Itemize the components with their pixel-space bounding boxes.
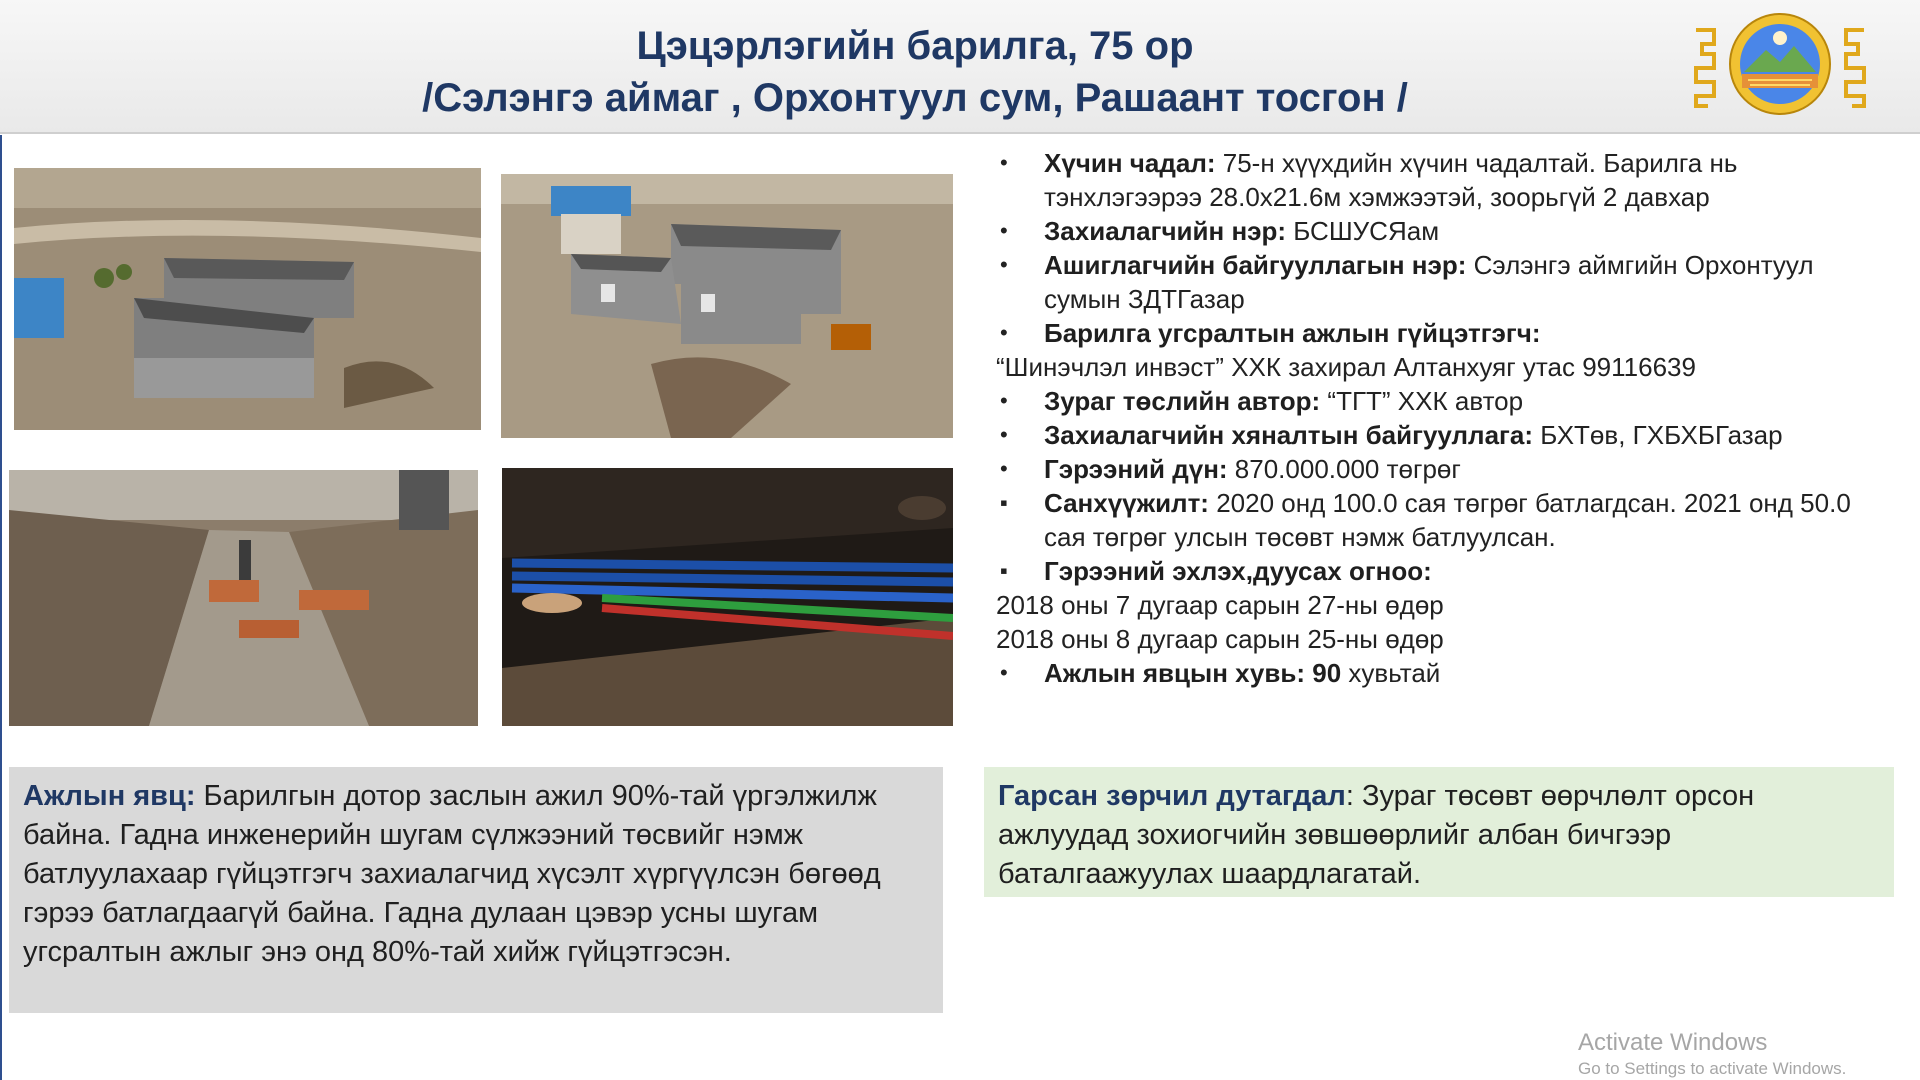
fact-contractor-label: • Барилга угсралтын ажлын гүйцэтгэгч: [1000,318,1541,348]
slide-header [0,0,1920,134]
trench-photo [9,470,478,726]
fact-contract-dates-label: ▪ Гэрээний эхлэх,дуусах огноо: [1000,556,1432,586]
work-progress-box [9,767,943,1013]
fact-funding: ▪ Санхүүжилт: 2020 онд 100.0 сая төгрөг батлагдсан. 2021 онд 50.0 сая төгрөг улсын төсөвт нэмж батлуулсан. [1000,488,1851,552]
project-facts-list [996,146,1876,690]
watermark-subtitle: Go to Settings to activate Windows. [1578,1059,1847,1078]
fact-contractor-detail: “Шинэчлэл инвэст” ХХК захирал Алтанхуяг утас 99116639 [996,352,1696,382]
fact-contract-amount: • Гэрээний дүн: 870.000.000 төгрөг [1000,454,1461,484]
state-emblem-icon [1688,10,1872,118]
slide-title: Цэцэрлэгийн барилга, 75 ор [636,24,1194,68]
activate-windows-watermark [1578,1028,1918,1080]
fact-start-date: 2018 оны 7 дугаар сарын 27-ны өдөр [996,590,1444,620]
left-border-line [0,135,2,1080]
work-progress-label: Ажлын явц: [23,780,196,812]
work-progress-text: Барилгын дотор заслын ажил 90%-тай үргэлжилж байна. Гадна инженерийн шугам сүлжээний төсвийг нэмж батлуулахаар гүйцэтгэгч захиалагчид хүсэлт хүргүүлсэн бөгөөд гэрээ батлагдаагүй байна. Гадна дулаан цэвэр усны шугам угсралтын ажлыг энэ онд 80%-тай хийж гүйцэтгэсэн. [23,780,881,968]
issues-label: Гарсан зөрчил дутагдал [998,780,1346,812]
fact-client: • Захиалагчийн нэр: БСШУСЯам [1000,216,1440,246]
slide-subtitle: /Сэлэнгэ аймаг , Орхонтуул сум, Рашаант тосгон / [422,76,1408,120]
fact-design-author: • Зураг төслийн автор: “ТГТ” ХХК автор [1000,386,1524,416]
fact-progress-percent: • Ажлын явцын хувь: 90 хувьтай [1000,658,1441,688]
building-aerial-image [14,168,481,430]
watermark-title: Activate Windows [1578,1029,1768,1056]
trench-image [9,470,478,726]
fact-user-organization: • Ашиглагчийн байгууллагын нэр: Сэлэнгэ аймгийн Орхонтуул сумын ЗДТГазар [1000,250,1814,314]
fact-capacity: • Хүчин чадал: 75-н хүүхдийн хүчин чадалтай. Барилга нь тэнхлэгээрээ 28.0х21.6м хэмжээтэй, зоорьгүй 2 давхар [1000,148,1738,212]
building-aerial-image [501,174,953,438]
issues-text: : Зураг төсөвт өөрчлөлт орсон ажлуудад зохиогчийн зөвшөөрлийг албан бичгээр баталгаажуулах шаардлагатай. [998,780,1755,890]
pipes-photo [502,468,953,726]
construction-site-photo-2 [501,174,953,438]
fact-supervision: • Захиалагчийн хяналтын байгууллага: БХТөв, ГХБХБГазар [1000,420,1783,450]
pipes-image [502,468,953,726]
construction-site-photo-1 [14,168,481,430]
fact-end-date: 2018 оны 8 дугаар сарын 25-ны өдөр [996,624,1444,654]
issues-box [984,767,1894,897]
